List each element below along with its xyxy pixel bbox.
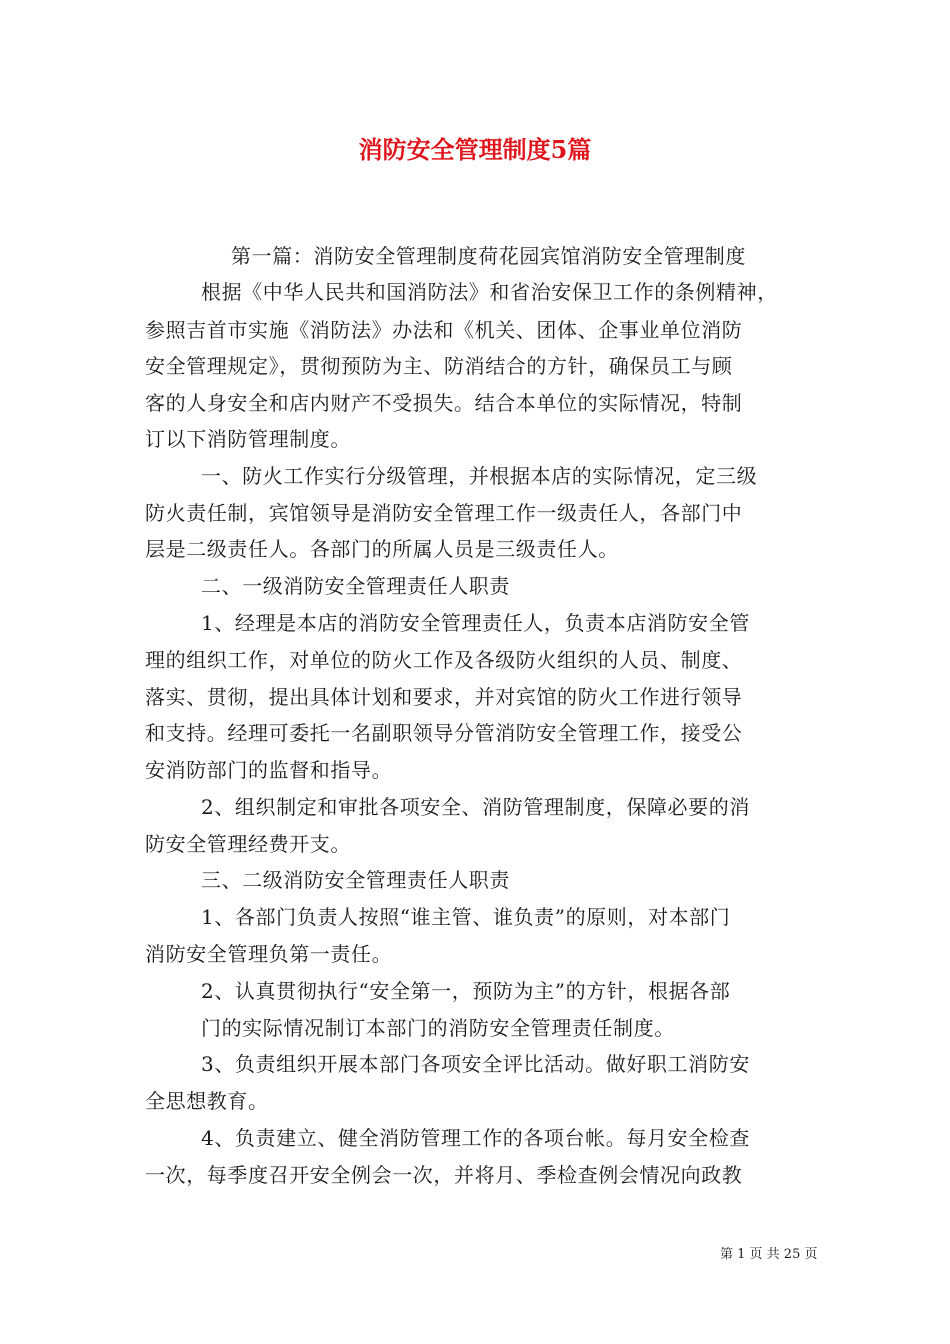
paragraph-line: 落实、贯彻，提出具体计划和要求，并对宾馆的防火工作进行领导 bbox=[145, 685, 743, 709]
paragraph-line: 全思想教育。 bbox=[145, 1089, 269, 1113]
paragraph-line: 一、防火工作实行分级管理，并根据本店的实际情况，定三级 bbox=[201, 464, 758, 488]
paragraph-line: 安全管理规定》，贯彻预防为主、防消结合的方针，确保员工与顾 bbox=[145, 354, 733, 378]
paragraph-line: 1、各部门负责人按照“谁主管、谁负责”的原则，对本部门 bbox=[201, 905, 731, 929]
paragraph-line: 安消防部门的监督和指导。 bbox=[145, 758, 393, 782]
paragraph-line: 门的实际情况制订本部门的消防安全管理责任制度。 bbox=[201, 1016, 675, 1040]
paragraph-line: 层是二级责任人。各部门的所属人员是三级责任人。 bbox=[145, 537, 619, 561]
paragraph-line: 订以下消防管理制度。 bbox=[145, 427, 351, 451]
paragraph-line: 2、组织制定和审批各项安全、消防管理制度，保障必要的消 bbox=[201, 795, 750, 819]
paragraph-line: 3、负责组织开展本部门各项安全评比活动。做好职工消防安 bbox=[201, 1052, 750, 1076]
paragraph-line: 消防安全管理负第一责任。 bbox=[145, 942, 393, 966]
paragraph-line: 客的人身安全和店内财产不受损失。结合本单位的实际情况，特制 bbox=[145, 391, 743, 415]
paragraph-line: 和支持。经理可委托一名副职领导分管消防安全管理工作，接受公 bbox=[145, 721, 743, 745]
section-heading: 三、二级消防安全管理责任人职责 bbox=[201, 868, 510, 892]
paragraph-line: 1、经理是本店的消防安全管理责任人，负责本店消防安全管 bbox=[201, 611, 750, 635]
paragraph-line: 防安全管理经费开支。 bbox=[145, 832, 351, 856]
paragraph-line: 2、认真贯彻执行“安全第一，预防为主”的方针，根据各部 bbox=[201, 979, 731, 1003]
paragraph-line: 根据《中华人民共和国消防法》和省治安保卫工作的条例精神， bbox=[201, 280, 778, 304]
section-heading: 二、一级消防安全管理责任人职责 bbox=[201, 574, 510, 598]
paragraph-line: 一次，每季度召开安全例会一次，并将月、季检查例会情况向政教 bbox=[145, 1163, 743, 1187]
paragraph-line: 理的组织工作，对单位的防火工作及各级防火组织的人员、制度、 bbox=[145, 648, 743, 672]
paragraph-line: 4、负责建立、健全消防管理工作的各项台帐。每月安全检查 bbox=[201, 1126, 750, 1150]
paragraph-line: 第一篇：消防安全管理制度荷花园宾馆消防安全管理制度 bbox=[231, 244, 746, 268]
document-title: 消防安全管理制度5篇 bbox=[358, 135, 592, 164]
paragraph-line: 参照吉首市实施《消防法》办法和《机关、团体、企事业单位消防 bbox=[145, 318, 743, 342]
page-number: 第 1 页 共 25 页 bbox=[720, 1247, 818, 1262]
paragraph-line: 防火责任制，宾馆领导是消防安全管理工作一级责任人，各部门中 bbox=[145, 501, 743, 525]
